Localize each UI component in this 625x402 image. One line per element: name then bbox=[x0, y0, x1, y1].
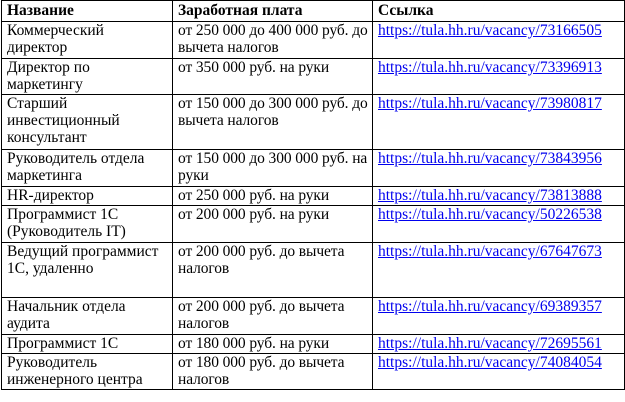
vacancy-link[interactable]: https://tula.hh.ru/vacancy/73166505 bbox=[378, 22, 602, 39]
vacancy-link-cell bbox=[373, 150, 625, 187]
vacancy-link-cell bbox=[373, 187, 625, 206]
vacancy-salary: от 200 000 руб. до вычета налогов bbox=[173, 298, 373, 335]
vacancy-name: HR-директор bbox=[2, 187, 173, 206]
vacancy-link-cell bbox=[373, 335, 625, 354]
vacancy-link-cell bbox=[373, 354, 625, 390]
vacancy-name: Коммерческий директор bbox=[2, 22, 173, 59]
table-row bbox=[2, 206, 625, 243]
vacancy-link[interactable]: https://tula.hh.ru/vacancy/73843956 bbox=[378, 150, 602, 167]
table-row bbox=[2, 243, 625, 298]
header-name: Название bbox=[2, 1, 173, 22]
header-link: Ссылка bbox=[373, 1, 625, 22]
vacancy-name: Программист 1С bbox=[2, 335, 173, 354]
vacancy-salary: от 180 000 руб. до вычета налогов bbox=[173, 354, 373, 390]
vacancy-link[interactable]: https://tula.hh.ru/vacancy/73980817 bbox=[378, 95, 602, 112]
table-row bbox=[2, 335, 625, 354]
vacancy-salary: от 200 000 руб. до вычета налогов bbox=[173, 243, 373, 298]
vacancy-link-cell bbox=[373, 243, 625, 298]
vacancy-salary: от 150 000 до 300 000 руб. до вычета налогов bbox=[173, 95, 373, 150]
vacancy-link[interactable]: https://tula.hh.ru/vacancy/73396913 bbox=[378, 59, 602, 76]
vacancy-name: Руководитель инженерного центра bbox=[2, 354, 173, 390]
vacancy-table bbox=[1, 0, 625, 390]
vacancy-salary: от 350 000 руб. на руки bbox=[173, 59, 373, 95]
vacancy-name: Начальник отдела аудита bbox=[2, 298, 173, 335]
vacancy-link[interactable]: https://tula.hh.ru/vacancy/72695561 bbox=[378, 335, 602, 352]
table-row bbox=[2, 298, 625, 335]
vacancy-link[interactable]: https://tula.hh.ru/vacancy/69389357 bbox=[378, 298, 602, 315]
vacancy-salary: от 250 000 руб. на руки bbox=[173, 187, 373, 206]
table-row bbox=[2, 187, 625, 206]
vacancy-name: Директор по маркетингу bbox=[2, 59, 173, 95]
table-row bbox=[2, 95, 625, 150]
vacancy-name: Ведущий программист 1С, удаленно bbox=[2, 243, 173, 298]
table-row bbox=[2, 22, 625, 59]
vacancy-link-cell bbox=[373, 298, 625, 335]
table-header-row bbox=[2, 1, 625, 22]
vacancy-salary: от 180 000 руб. на руки bbox=[173, 335, 373, 354]
vacancy-name: Старший инвестиционный консультант bbox=[2, 95, 173, 150]
table-row bbox=[2, 59, 625, 95]
vacancy-link[interactable]: https://tula.hh.ru/vacancy/50226538 bbox=[378, 206, 602, 223]
vacancy-salary: от 200 000 руб. на руки bbox=[173, 206, 373, 243]
vacancy-link-cell bbox=[373, 59, 625, 95]
table-row bbox=[2, 354, 625, 390]
table-row bbox=[2, 150, 625, 187]
vacancy-salary: от 250 000 до 400 000 руб. до вычета налогов bbox=[173, 22, 373, 59]
vacancy-name: Руководитель отдела маркетинга bbox=[2, 150, 173, 187]
vacancy-name: Программист 1С (Руководитель IT) bbox=[2, 206, 173, 243]
vacancy-link-cell bbox=[373, 95, 625, 150]
vacancy-link[interactable]: https://tula.hh.ru/vacancy/67647673 bbox=[378, 243, 602, 260]
vacancy-link-cell bbox=[373, 206, 625, 243]
vacancy-link-cell bbox=[373, 22, 625, 59]
vacancy-salary: от 150 000 до 300 000 руб. на руки bbox=[173, 150, 373, 187]
vacancy-link[interactable]: https://tula.hh.ru/vacancy/73813888 bbox=[378, 187, 602, 204]
vacancy-link[interactable]: https://tula.hh.ru/vacancy/74084054 bbox=[378, 354, 602, 371]
header-salary: Заработная плата bbox=[173, 1, 373, 22]
